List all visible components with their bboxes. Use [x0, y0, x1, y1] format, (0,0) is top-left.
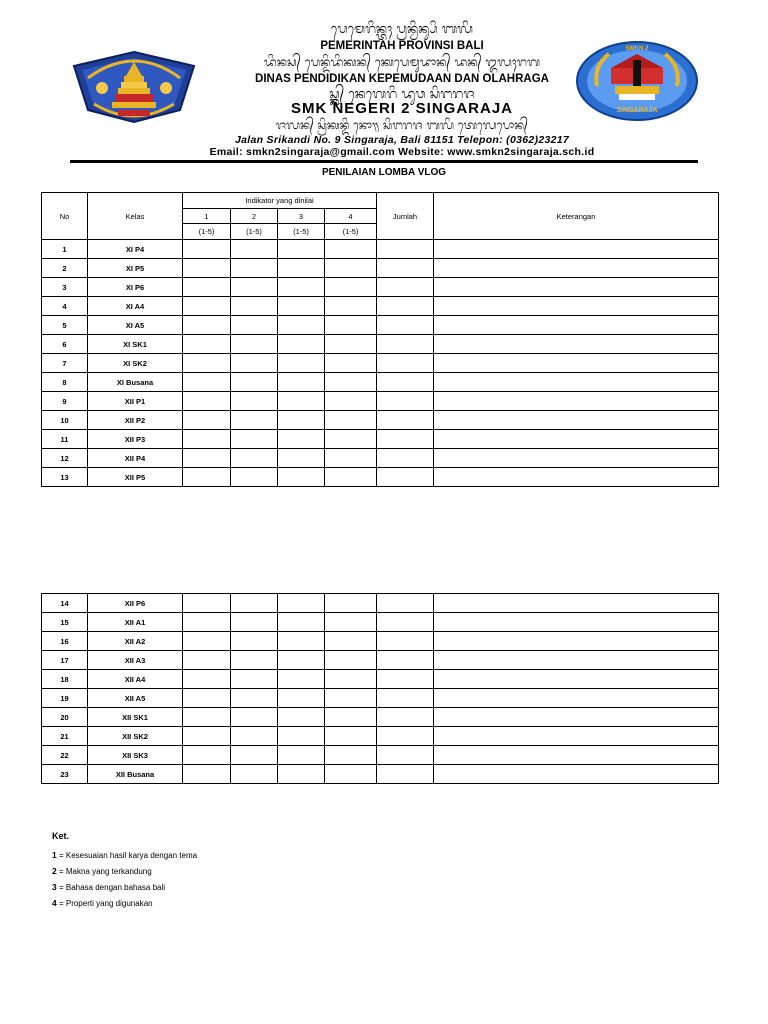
- cell-kelas: XII SK2: [88, 727, 183, 746]
- cell-score-4[interactable]: [325, 765, 377, 784]
- cell-score-2[interactable]: [231, 240, 278, 259]
- cell-kelas: XII Busana: [88, 765, 183, 784]
- cell-score-2[interactable]: [231, 613, 278, 632]
- cell-kelas: XII A2: [88, 632, 183, 651]
- cell-score-3[interactable]: [278, 708, 325, 727]
- header-indikator: Indikator yang dinilai: [183, 193, 377, 209]
- cell-score-4[interactable]: [325, 670, 377, 689]
- cell-keterangan[interactable]: [434, 392, 719, 411]
- cell-kelas: XII A1: [88, 613, 183, 632]
- cell-jumlah[interactable]: [377, 651, 434, 670]
- logo-top-text: SMKN 2: [625, 46, 649, 52]
- cell-kelas: XII A3: [88, 651, 183, 670]
- legend-key: 2: [52, 866, 57, 876]
- cell-score-3[interactable]: [278, 449, 325, 468]
- cell-jumlah[interactable]: [377, 354, 434, 373]
- header-keterangan: Keterangan: [434, 193, 719, 240]
- cell-no: 20: [42, 708, 88, 727]
- cell-jumlah[interactable]: [377, 411, 434, 430]
- legend-text: Bahasa dengan bahasa bali: [65, 883, 166, 892]
- legend-key: 1: [52, 850, 57, 860]
- logo-bottom-text: SINGARAJA: [616, 107, 658, 114]
- cell-keterangan[interactable]: [434, 278, 719, 297]
- cell-no: 21: [42, 727, 88, 746]
- cell-score-2[interactable]: [231, 746, 278, 765]
- cell-score-1[interactable]: [183, 278, 231, 297]
- header-kelas: Kelas: [88, 193, 183, 240]
- table-row: [42, 430, 719, 449]
- cell-score-4[interactable]: [325, 278, 377, 297]
- cell-score-2[interactable]: [231, 411, 278, 430]
- cell-keterangan[interactable]: [434, 373, 719, 392]
- cell-score-3[interactable]: [278, 746, 325, 765]
- letterhead-divider: [70, 160, 698, 163]
- cell-score-2[interactable]: [231, 670, 278, 689]
- cell-score-2[interactable]: [231, 297, 278, 316]
- cell-score-1[interactable]: [183, 594, 231, 613]
- cell-score-1[interactable]: [183, 316, 231, 335]
- cell-score-1[interactable]: [183, 430, 231, 449]
- cell-keterangan[interactable]: [434, 468, 719, 487]
- table-row: [42, 278, 719, 297]
- table-row: [42, 297, 719, 316]
- cell-score-1[interactable]: [183, 259, 231, 278]
- cell-score-3[interactable]: [278, 297, 325, 316]
- cell-score-2[interactable]: [231, 373, 278, 392]
- cell-kelas: XII P6: [88, 594, 183, 613]
- cell-score-2[interactable]: [231, 708, 278, 727]
- header-indicator-3: 3: [278, 209, 325, 224]
- cell-keterangan[interactable]: [434, 727, 719, 746]
- cell-keterangan[interactable]: [434, 335, 719, 354]
- table-row: [42, 689, 719, 708]
- province-name: PEMERINTAH PROVINSI BALI: [320, 40, 484, 52]
- cell-no: 7: [42, 354, 88, 373]
- cell-jumlah[interactable]: [377, 594, 434, 613]
- score-table-part-1: [41, 192, 719, 487]
- cell-score-1[interactable]: [183, 449, 231, 468]
- cell-score-1[interactable]: [183, 689, 231, 708]
- table-row: [42, 670, 719, 689]
- header-indicator-1: 1: [183, 209, 231, 224]
- cell-score-3[interactable]: [278, 392, 325, 411]
- legend-text: Kesesuaian hasil karya dengan tema: [65, 851, 198, 860]
- smkn2-singaraja-emblem-icon: [575, 40, 700, 122]
- legend-separator: =: [56, 851, 66, 860]
- cell-no: 5: [42, 316, 88, 335]
- cell-kelas: XII P3: [88, 430, 183, 449]
- cell-score-3[interactable]: [278, 689, 325, 708]
- cell-score-4[interactable]: [325, 373, 377, 392]
- cell-kelas: XI SK1: [88, 335, 183, 354]
- cell-jumlah[interactable]: [377, 746, 434, 765]
- cell-keterangan[interactable]: [434, 411, 719, 430]
- table-row: [42, 354, 719, 373]
- cell-score-4[interactable]: [325, 316, 377, 335]
- table-row: [42, 468, 719, 487]
- cell-score-2[interactable]: [231, 278, 278, 297]
- legend-item: [52, 898, 197, 914]
- cell-score-3[interactable]: [278, 594, 325, 613]
- cell-no: 6: [42, 335, 88, 354]
- cell-keterangan[interactable]: [434, 689, 719, 708]
- cell-keterangan[interactable]: [434, 613, 719, 632]
- cell-no: 14: [42, 594, 88, 613]
- cell-kelas: XI A4: [88, 297, 183, 316]
- cell-jumlah[interactable]: [377, 449, 434, 468]
- legend-item: [52, 882, 197, 898]
- cell-kelas: XII P2: [88, 411, 183, 430]
- cell-score-2[interactable]: [231, 354, 278, 373]
- cell-jumlah[interactable]: [377, 430, 434, 449]
- cell-score-3[interactable]: [278, 468, 325, 487]
- cell-jumlah[interactable]: [377, 708, 434, 727]
- cell-score-1[interactable]: [183, 632, 231, 651]
- cell-keterangan[interactable]: [434, 449, 719, 468]
- cell-jumlah[interactable]: [377, 373, 434, 392]
- table-row: [42, 746, 719, 765]
- cell-keterangan[interactable]: [434, 708, 719, 727]
- cell-score-4[interactable]: [325, 411, 377, 430]
- legend-title: Ket.: [52, 831, 70, 841]
- cell-score-4[interactable]: [325, 613, 377, 632]
- cell-jumlah[interactable]: [377, 316, 434, 335]
- table-row: [42, 651, 719, 670]
- cell-jumlah[interactable]: [377, 335, 434, 354]
- cell-jumlah[interactable]: [377, 670, 434, 689]
- balinese-script-line-2: ᬤᬶᬦᬲ᭄ ᬧᬾᬦ᭄ᬤᬶᬤᬶᬓᬦ᭄ ᬓᬾᬧᬾᬫᬸᬤᬵᬦ᭄ ᬤᬦ᭄ ᬑᬮᬄᬭᬕ: [263, 55, 541, 69]
- cell-kelas: XI A5: [88, 316, 183, 335]
- table-body-part-1: [42, 240, 719, 487]
- cell-jumlah[interactable]: [377, 240, 434, 259]
- cell-score-4[interactable]: [325, 632, 377, 651]
- cell-no: 16: [42, 632, 88, 651]
- cell-score-4[interactable]: [325, 727, 377, 746]
- cell-score-1[interactable]: [183, 613, 231, 632]
- cell-keterangan[interactable]: [434, 632, 719, 651]
- balinese-script-line-3: ᬲ᭄ᬫ᭄ᬓ᭄ ᬦᬾᬕᬾᬭᬶ ᬤᬸᬯ ᬲᬶᬗᬭᬚ: [329, 87, 475, 102]
- cell-score-3[interactable]: [278, 240, 325, 259]
- cell-score-1[interactable]: [183, 354, 231, 373]
- cell-jumlah[interactable]: [377, 392, 434, 411]
- cell-jumlah[interactable]: [377, 278, 434, 297]
- cell-score-2[interactable]: [231, 632, 278, 651]
- cell-jumlah[interactable]: [377, 297, 434, 316]
- cell-keterangan[interactable]: [434, 594, 719, 613]
- cell-kelas: XII P5: [88, 468, 183, 487]
- table-body-part-2: [42, 594, 719, 784]
- cell-jumlah[interactable]: [377, 765, 434, 784]
- cell-keterangan[interactable]: [434, 651, 719, 670]
- cell-no: 15: [42, 613, 88, 632]
- cell-keterangan[interactable]: [434, 670, 719, 689]
- balinese-script-line-1: ᬧᬾᬫᬾᬭᬶᬦ᭄ᬢᬄ ᬧ᭄ᬭᬦ᭄ᬯᬶᬦ᭄ᬲᬶ ᬩᬮᬶ: [330, 22, 474, 37]
- cell-jumlah[interactable]: [377, 613, 434, 632]
- cell-score-2[interactable]: [231, 392, 278, 411]
- cell-kelas: XI SK2: [88, 354, 183, 373]
- cell-score-1[interactable]: [183, 335, 231, 354]
- table-row: [42, 708, 719, 727]
- cell-score-4[interactable]: [325, 651, 377, 670]
- cell-score-4[interactable]: [325, 392, 377, 411]
- cell-score-3[interactable]: [278, 411, 325, 430]
- table-row: [42, 449, 719, 468]
- cell-keterangan[interactable]: [434, 259, 719, 278]
- cell-kelas: XII P1: [88, 392, 183, 411]
- header-scale-3: (1-5): [278, 224, 325, 240]
- legend-list: [52, 850, 197, 914]
- table-row: [42, 316, 719, 335]
- table-row: [42, 632, 719, 651]
- cell-keterangan[interactable]: [434, 430, 719, 449]
- cell-score-3[interactable]: [278, 632, 325, 651]
- cell-score-1[interactable]: [183, 240, 231, 259]
- legend-key: 3: [52, 882, 57, 892]
- cell-score-4[interactable]: [325, 297, 377, 316]
- cell-score-4[interactable]: [325, 449, 377, 468]
- cell-score-2[interactable]: [231, 468, 278, 487]
- department-name: DINAS PENDIDIKAN KEPEMUDAAN DAN OLAHRAGA: [255, 73, 549, 85]
- cell-no: 11: [42, 430, 88, 449]
- cell-score-1[interactable]: [183, 765, 231, 784]
- legend-separator: =: [56, 867, 66, 876]
- cell-score-1[interactable]: [183, 746, 231, 765]
- cell-score-4[interactable]: [325, 259, 377, 278]
- cell-jumlah[interactable]: [377, 727, 434, 746]
- cell-kelas: XII A5: [88, 689, 183, 708]
- cell-score-3[interactable]: [278, 651, 325, 670]
- cell-no: 10: [42, 411, 88, 430]
- cell-kelas: XII A4: [88, 670, 183, 689]
- cell-no: 19: [42, 689, 88, 708]
- cell-score-4[interactable]: [325, 430, 377, 449]
- cell-score-2[interactable]: [231, 316, 278, 335]
- school-address: Jalan Srikandi No. 9 Singaraja, Bali 81151 Telepon: (0362)23217: [234, 134, 570, 146]
- cell-no: 12: [42, 449, 88, 468]
- cell-keterangan[interactable]: [434, 765, 719, 784]
- cell-score-2[interactable]: [231, 727, 278, 746]
- header-indicator-2: 2: [231, 209, 278, 224]
- cell-keterangan[interactable]: [434, 240, 719, 259]
- header-scale-4: (1-5): [325, 224, 377, 240]
- cell-score-1[interactable]: [183, 670, 231, 689]
- cell-score-3[interactable]: [278, 316, 325, 335]
- cell-score-2[interactable]: [231, 765, 278, 784]
- cell-score-1[interactable]: [183, 411, 231, 430]
- header-scale-2: (1-5): [231, 224, 278, 240]
- form-title: PENILAIAN LOMBA VLOG: [321, 167, 447, 178]
- cell-score-2[interactable]: [231, 689, 278, 708]
- cell-score-2[interactable]: [231, 594, 278, 613]
- cell-kelas: XII SK3: [88, 746, 183, 765]
- legend-separator: =: [56, 899, 66, 908]
- cell-keterangan[interactable]: [434, 316, 719, 335]
- cell-score-1[interactable]: [183, 392, 231, 411]
- cell-score-3[interactable]: [278, 259, 325, 278]
- cell-score-4[interactable]: [325, 335, 377, 354]
- cell-score-1[interactable]: [183, 373, 231, 392]
- school-contact: Email: smkn2singaraja@gmail.com Website: www.smkn2singaraja.sch.id: [209, 146, 595, 158]
- cell-score-2[interactable]: [231, 335, 278, 354]
- header-no: No: [42, 193, 88, 240]
- cell-score-1[interactable]: [183, 708, 231, 727]
- table-row: [42, 373, 719, 392]
- cell-no: 13: [42, 468, 88, 487]
- cell-score-4[interactable]: [325, 468, 377, 487]
- cell-no: 9: [42, 392, 88, 411]
- cell-kelas: XI Busana: [88, 373, 183, 392]
- cell-kelas: XII P4: [88, 449, 183, 468]
- cell-no: 2: [42, 259, 88, 278]
- cell-score-3[interactable]: [278, 354, 325, 373]
- legend-item: [52, 850, 197, 866]
- table-row: [42, 594, 719, 613]
- cell-no: 17: [42, 651, 88, 670]
- cell-score-4[interactable]: [325, 746, 377, 765]
- cell-keterangan[interactable]: [434, 746, 719, 765]
- cell-no: 23: [42, 765, 88, 784]
- cell-score-4[interactable]: [325, 594, 377, 613]
- cell-no: 4: [42, 297, 88, 316]
- cell-score-2[interactable]: [231, 430, 278, 449]
- table-row: [42, 613, 719, 632]
- cell-score-3[interactable]: [278, 765, 325, 784]
- cell-score-1[interactable]: [183, 727, 231, 746]
- cell-jumlah[interactable]: [377, 632, 434, 651]
- cell-no: 1: [42, 240, 88, 259]
- table-row: [42, 765, 719, 784]
- table-row: [42, 240, 719, 259]
- cell-score-3[interactable]: [278, 613, 325, 632]
- cell-score-4[interactable]: [325, 689, 377, 708]
- cell-score-2[interactable]: [231, 259, 278, 278]
- cell-score-4[interactable]: [325, 708, 377, 727]
- header-indicator-4: 4: [325, 209, 377, 224]
- cell-jumlah[interactable]: [377, 468, 434, 487]
- cell-kelas: XI P6: [88, 278, 183, 297]
- legend-item: [52, 866, 197, 882]
- cell-score-2[interactable]: [231, 651, 278, 670]
- school-name: SMK NEGERI 2 SINGARAJA: [290, 100, 514, 117]
- cell-keterangan[interactable]: [434, 297, 719, 316]
- legend-separator: =: [56, 883, 66, 892]
- cell-score-4[interactable]: [325, 354, 377, 373]
- balinese-script-line-4: ᬚᬮᬦ᭄ ᬲ᭄ᬭᬶᬓᬦ᭄ᬤᬶ ᬦᭀ᭟ ᬲᬶᬗᬭᬚ ᬩᬮᬶ ᬢᬾᬮᬾᬧᭀᬦ᭄: [275, 118, 529, 132]
- cell-score-1[interactable]: [183, 651, 231, 670]
- cell-kelas: XII SK1: [88, 708, 183, 727]
- table-row: [42, 335, 719, 354]
- cell-score-4[interactable]: [325, 240, 377, 259]
- cell-score-3[interactable]: [278, 335, 325, 354]
- cell-no: 3: [42, 278, 88, 297]
- cell-score-3[interactable]: [278, 278, 325, 297]
- header-scale-1: (1-5): [183, 224, 231, 240]
- legend-text: Makna yang terkandung: [65, 867, 152, 876]
- cell-score-1[interactable]: [183, 297, 231, 316]
- table-row: [42, 259, 719, 278]
- cell-no: 22: [42, 746, 88, 765]
- table-row: [42, 411, 719, 430]
- cell-score-2[interactable]: [231, 449, 278, 468]
- score-table-part-2: [41, 593, 719, 784]
- table-row: [42, 727, 719, 746]
- cell-score-3[interactable]: [278, 430, 325, 449]
- cell-score-3[interactable]: [278, 727, 325, 746]
- cell-score-1[interactable]: [183, 468, 231, 487]
- cell-kelas: XI P4: [88, 240, 183, 259]
- cell-no: 8: [42, 373, 88, 392]
- table-row: [42, 392, 719, 411]
- header-jumlah: Jumlah: [377, 193, 434, 240]
- cell-score-3[interactable]: [278, 373, 325, 392]
- cell-no: 18: [42, 670, 88, 689]
- cell-jumlah[interactable]: [377, 689, 434, 708]
- cell-kelas: XI P5: [88, 259, 183, 278]
- legend-text: Properti yang digunakan: [65, 899, 153, 908]
- legend-key: 4: [52, 898, 57, 908]
- cell-keterangan[interactable]: [434, 354, 719, 373]
- cell-jumlah[interactable]: [377, 259, 434, 278]
- cell-score-3[interactable]: [278, 670, 325, 689]
